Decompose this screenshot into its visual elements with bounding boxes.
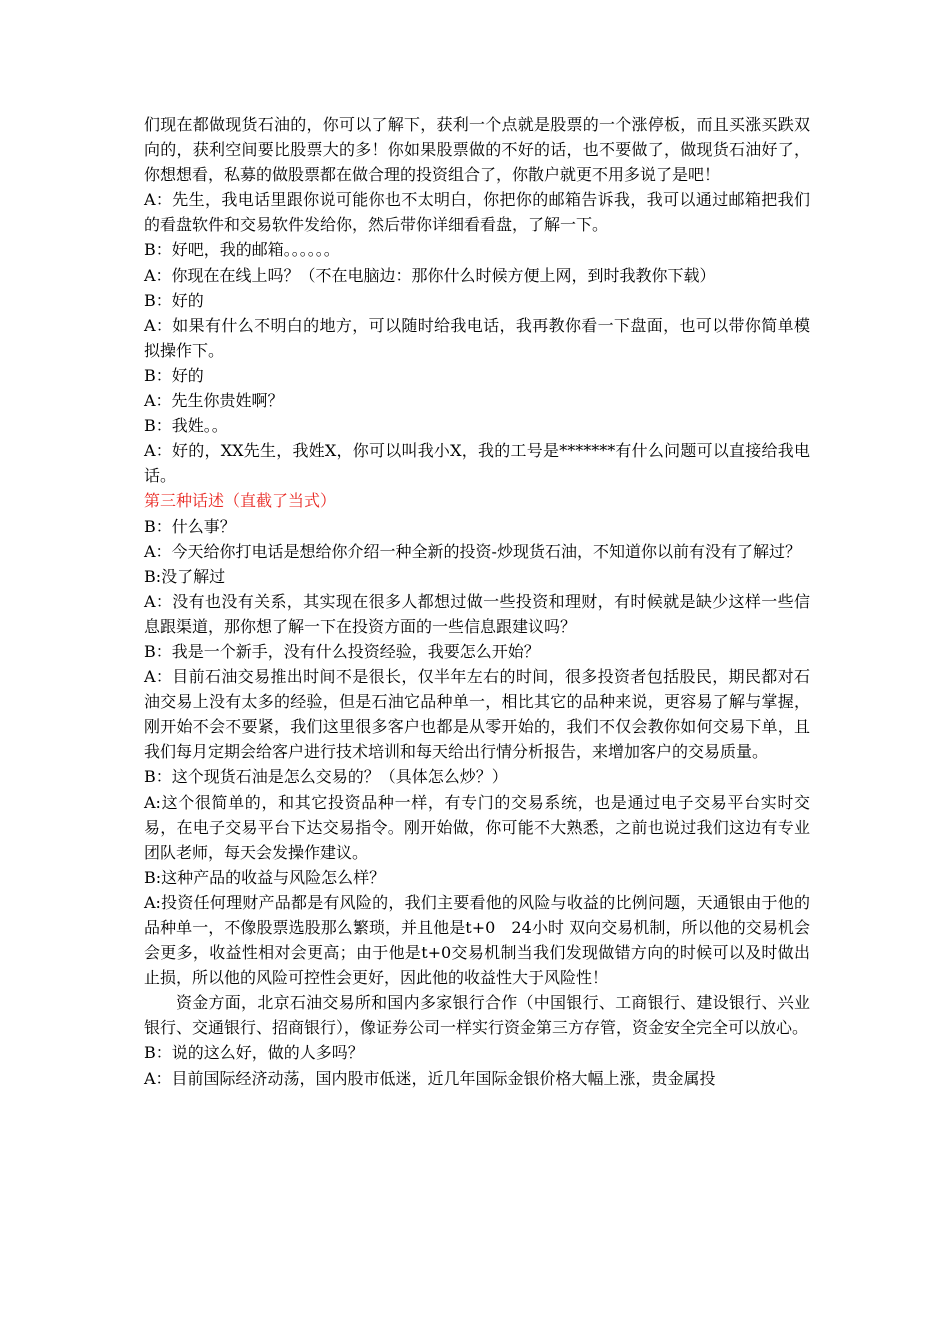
dialogue-line: A：目前国际经济动荡，国内股市低迷，近几年国际金银价格大幅上涨，贵金属投 bbox=[144, 1068, 716, 1088]
dialogue-line: B：说的这么好，做的人多吗？ bbox=[144, 1043, 364, 1063]
dialogue-line: A：没有也没有关系，其实现在很多人都想过做一些投资和理财，有时候就是缺少这样一些信息跟渠道，那你想了解一下在投资方面的一些信息跟建议吗？ bbox=[144, 591, 810, 636]
dialogue-line: B:没了解过 bbox=[144, 566, 226, 586]
document-page bbox=[144, 112, 810, 1091]
dialogue-line: A：如果有什么不明白的地方，可以随时给我电话，我再教你看一下盘面，也可以带你简单模拟操作下。 bbox=[144, 315, 810, 360]
dialogue-line: A：先生你贵姓啊？ bbox=[144, 391, 284, 411]
dialogue-line: B：这个现货石油是怎么交易的？（具体怎么炒？） bbox=[144, 767, 508, 787]
dialogue-line: A：你现在在线上吗？（不在电脑边：那你什么时候方便上网，到时我教你下载） bbox=[144, 265, 716, 285]
dialogue-line: B：我是一个新手，没有什么投资经验，我要怎么开始？ bbox=[144, 641, 540, 661]
dialogue-line: A：好的，XX先生，我姓X，你可以叫我小X，我的工号是*******有什么问题可以直接给我电话。 bbox=[144, 441, 810, 486]
dialogue-line: B：我姓。。 bbox=[144, 416, 228, 436]
dialogue-line: A：先生，我电话里跟你说可能你也不太明白，你把你的邮箱告诉我，我可以通过邮箱把我们的看盘软件和交易软件发给你，然后带你详细看看盘，了解一下。 bbox=[144, 190, 810, 235]
indented-paragraph: 资金方面，北京石油交易所和国内多家银行合作（中国银行、工商银行、建设银行、兴业银行、交通银行、招商银行），像证券公司一样实行资金第三方存管，资金安全完全可以放心。 bbox=[144, 993, 810, 1038]
dialogue-line: A：目前石油交易推出时间不是很长，仅半年左右的时间，很多投资者包括股民，期民都对石油交易上没有太多的经验，但是石油它品种单一，相比其它的品种来说，更容易了解与掌握，刚开始不会不要紧，我们这里很多客户也都是从零开始的，我们不仅会教你如何交易下单，且我们每月定期会给客户进行技术培训和每天给出行情分析报告，来增加客户的交易质量。 bbox=[144, 667, 810, 762]
section-heading: 第三种话述（直截了当式） bbox=[144, 491, 337, 511]
dialogue-line: A:这个很简单的，和其它投资品种一样，有专门的交易系统，也是通过电子交易平台实时交易，在电子交易平台下达交易指令。刚开始做，你可能不大熟悉，之前也说过我们这边有专业团队老师，每天会发操作建议。 bbox=[144, 792, 810, 862]
dialogue-line: B：好的 bbox=[144, 365, 204, 385]
dialogue-line: B：好吧，我的邮箱。。。。。。 bbox=[144, 240, 340, 260]
paragraph-intro: 们现在都做现货石油的，你可以了解下，获利一个点就是股票的一个涨停板，而且买涨买跌双向的，获利空间要比股票大的多！你如果股票做的不好的话，也不要做了，做现货石油好了，你想想看，私募的做股票都在做合理的投资组合了，你散户就更不用多说了是吧！ bbox=[144, 115, 810, 185]
dialogue-line: B:这种产品的收益与风险怎么样？ bbox=[144, 867, 386, 887]
dialogue-line: B：什么事？ bbox=[144, 516, 236, 536]
dialogue-line: A：今天给你打电话是想给你介绍一种全新的投资-炒现货石油，不知道你以前有没有了解过？ bbox=[144, 541, 801, 561]
dialogue-line: A:投资任何理财产品都是有风险的，我们主要看他的风险与收益的比例问题，天通银由于他的品种单一，不像股票选股那么繁琐，并且他是t+0 24小时 双向交易机制，所以他的交易机会会更多，收益性相对会更高；由于他是t+0交易机制当我们发现做错方向的时候可以及时做出止损，所以他的风险可控性会更好，因此他的收益性大于风险性！ bbox=[144, 892, 810, 988]
dialogue-line: B：好的 bbox=[144, 290, 204, 310]
